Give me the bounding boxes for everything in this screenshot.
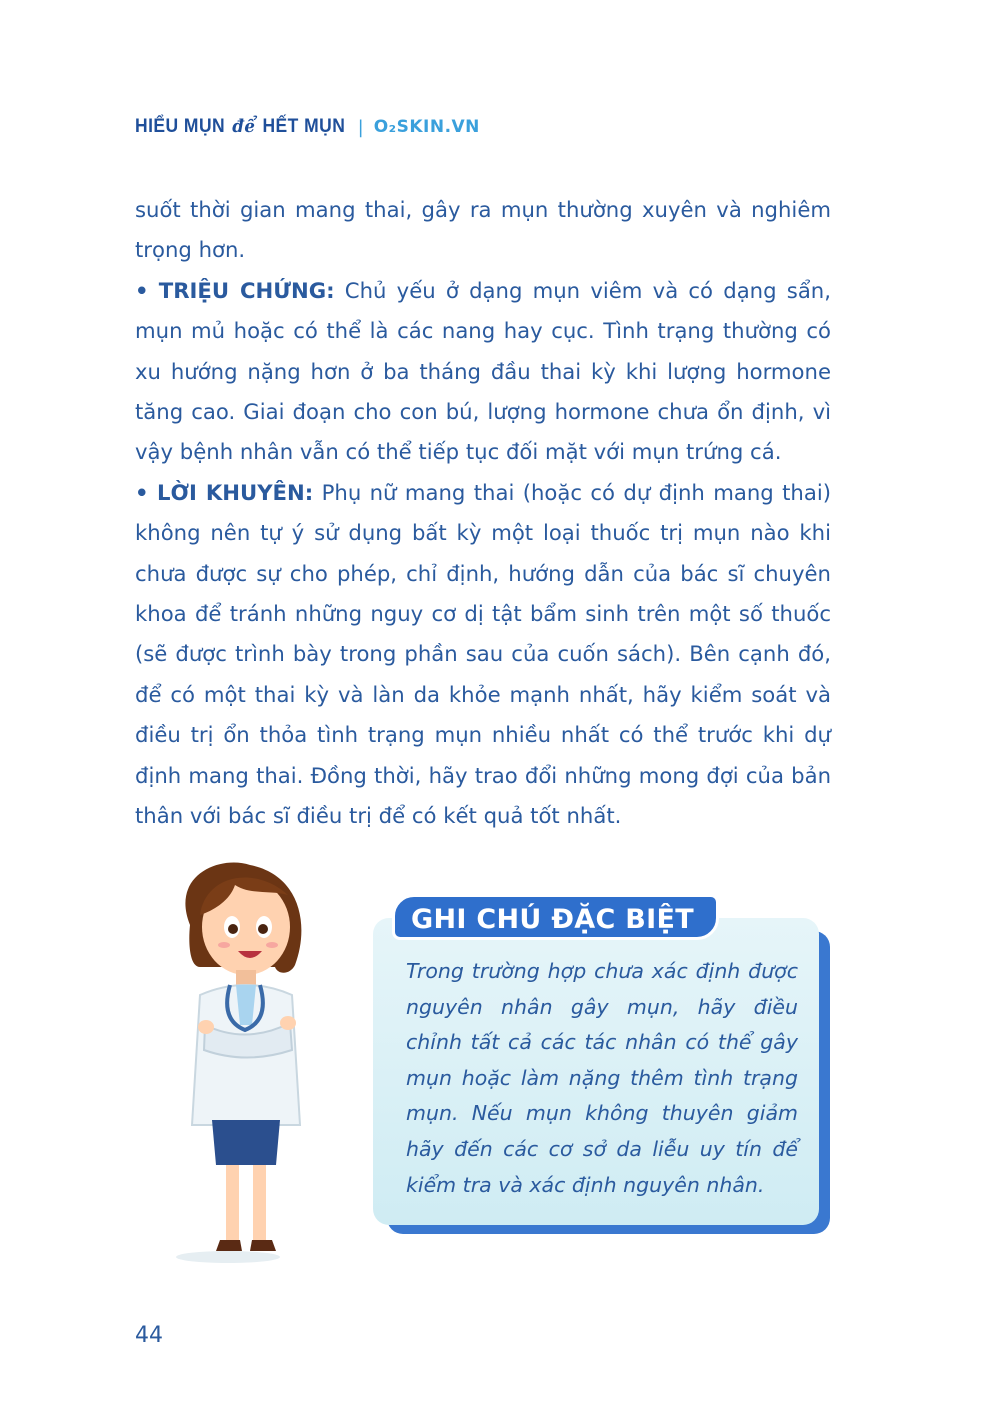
note-text: Trong trường hợp chưa xác định được nguyên nhân gây mụn, hãy điều chỉnh tất cả các tác nhân có thể gây mụn hoặc làm nặng thêm tình trạng mụn. Nếu mụn không thuyên giảm hãy đến các cơ sở da liễu uy tín để kiểm tra và xác định nguyên nhân. <box>406 959 798 1197</box>
book-title-part1: HIỂU MỤN <box>135 116 226 137</box>
symptoms-label: TRIỆU CHỨNG: <box>158 277 335 303</box>
website-label: O₂SKIN.VN <box>373 117 480 137</box>
book-title-part2: HẾT MỤN <box>262 116 346 137</box>
symptoms-paragraph <box>135 271 831 473</box>
bullet-symptoms: • <box>135 277 149 303</box>
note-title: GHI CHÚ ĐẶC BIỆT <box>392 894 719 940</box>
doctor-illustration <box>160 855 330 1265</box>
advice-text: Phụ nữ mang thai (hoặc có dự định mang thai) không nên tự ý sử dụng bất kỳ một loại thuốc trị mụn nào khi chưa được sự cho phép, chỉ định, hướng dẫn của bác sĩ chuyên khoa để tránh những nguy cơ dị tật bẩm sinh trên một số thuốc (sẽ được trình bày trong phần sau của cuốn sách). Bên cạnh đó, để có một thai kỳ và làn da khỏe mạnh nhất, hãy kiểm soát và điều trị ổn thỏa tình trạng mụn nhiều nhất có thể trước khi dự định mang thai. Đồng thời, hãy trao đổi những mong đợi của bản thân với bác sĩ điều trị để có kết quả tốt nhất. <box>135 479 831 829</box>
advice-label: LỜI KHUYÊN: <box>156 479 314 505</box>
symptoms-text: Chủ yếu ở dạng mụn viêm và có dạng sẩn, mụn mủ hoặc có thể là các nang hay cục. Tình trạng thường có xu hướng nặng hơn ở ba tháng đầu thai kỳ khi lượng hormone tăng cao. Giai đoạn cho con bú, lượng hormone chưa ổn định, vì vậy bệnh nhân vẫn có thể tiếp tục đối mặt với mụn trứng cá. <box>135 277 831 465</box>
header-separator: | <box>357 116 364 138</box>
main-text <box>135 190 831 837</box>
book-title <box>135 116 345 138</box>
intro-paragraph: suốt thời gian mang thai, gây ra mụn thường xuyên và nghiêm trọng hơn. <box>135 197 831 263</box>
advice-paragraph <box>135 473 831 837</box>
page-number: 44 <box>135 1323 163 1348</box>
running-header <box>135 116 480 138</box>
bullet-advice: • <box>135 479 149 505</box>
book-title-de: để <box>232 116 256 137</box>
